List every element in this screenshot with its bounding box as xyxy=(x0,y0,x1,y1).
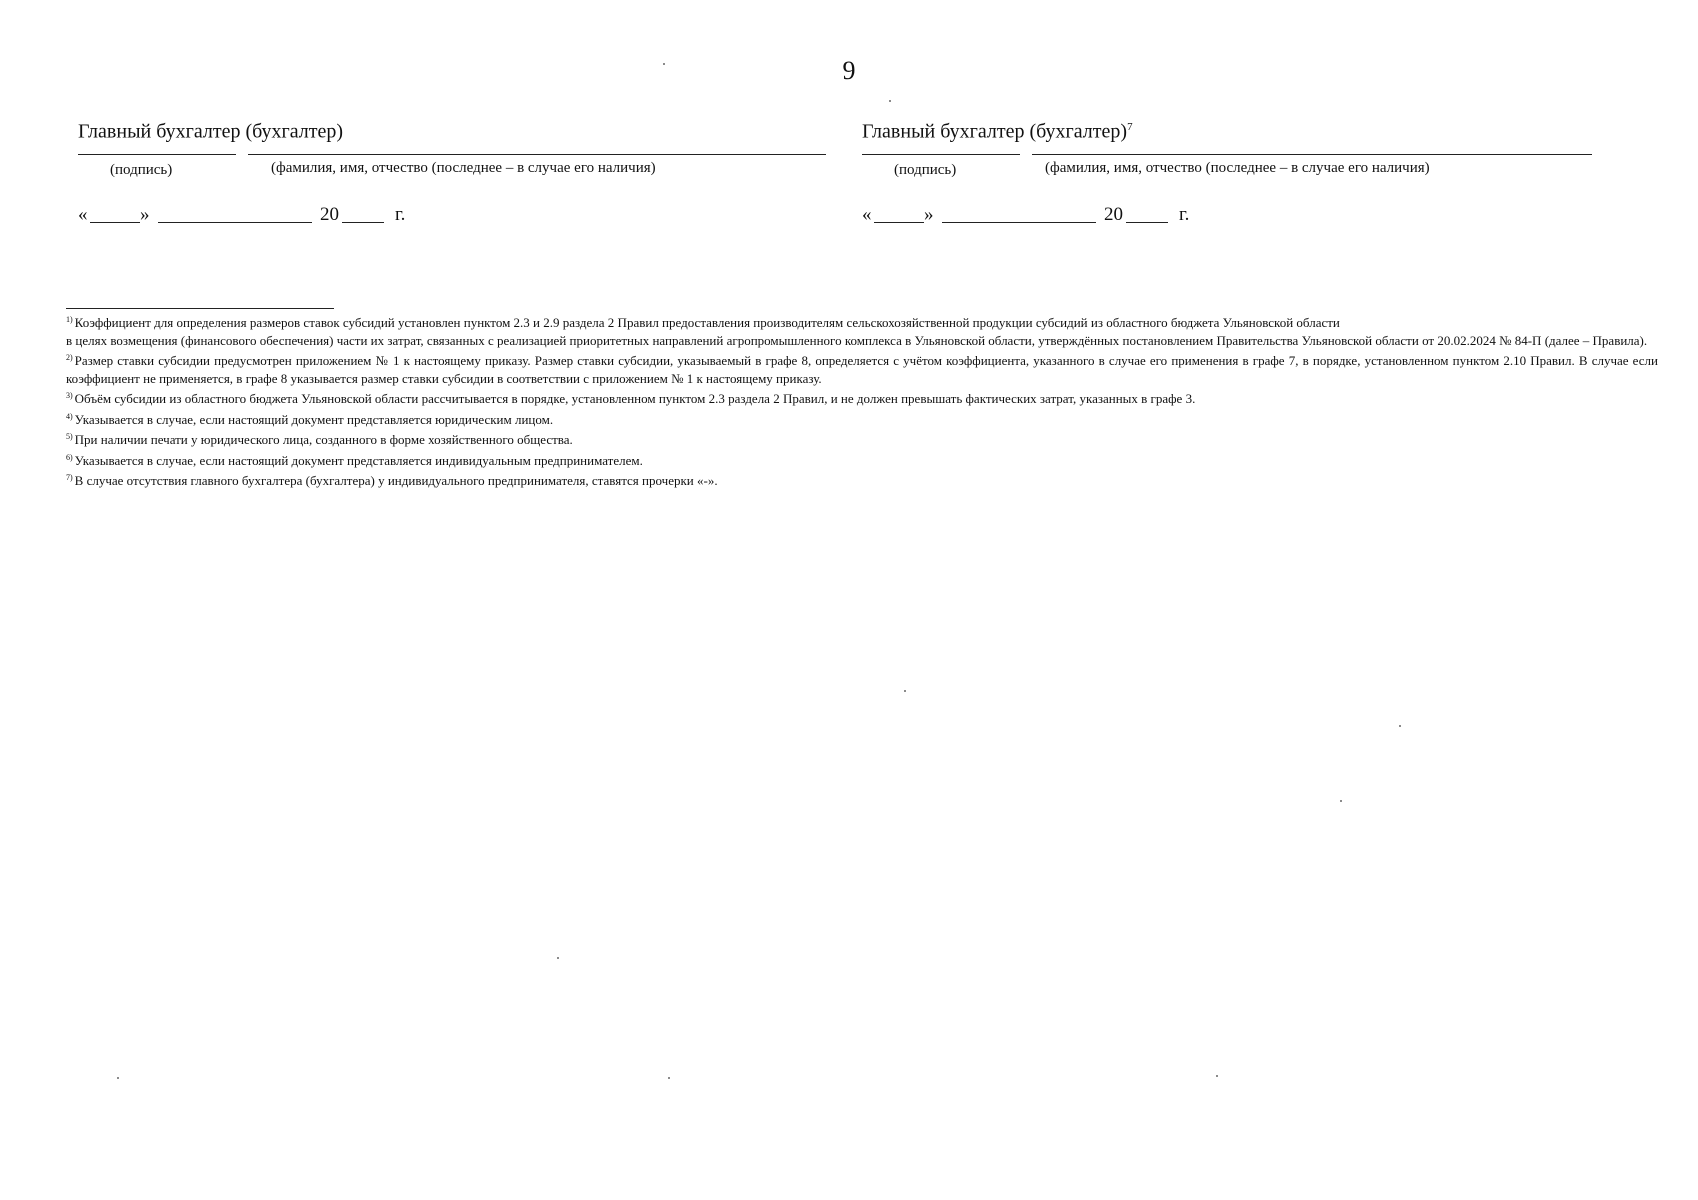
footnote-mark: 4) xyxy=(66,411,73,421)
scan-speck xyxy=(663,63,665,65)
footnote-mark: 7) xyxy=(66,473,73,482)
footnote-2 xyxy=(66,349,1658,387)
footnote-text: Размер ставки субсидии предусмотрен приложением № 1 к настоящему приказу. Размер ставки субсидии, указываемый в графе 8, определяется с учётом коэффициента, указанного в случае его применения в графе 7, в порядке, установленном пунктом 2.10 Правил. В случае если коэффициент не применяется, в графе 8 указывается размер ставки субсидии в соответствии с приложением № 1 к настоящему приказу. xyxy=(66,353,1658,386)
footnote-3 xyxy=(66,387,1658,408)
footnote-mark: 2) xyxy=(66,353,73,362)
footnote-text: При наличии печати у юридического лица, созданного в форме хозяйственного общества. xyxy=(74,432,573,447)
date-open-quote: « xyxy=(78,204,88,225)
scan-speck xyxy=(557,957,559,959)
scan-speck xyxy=(668,1077,670,1079)
footnote-text: В случае отсутствия главного бухгалтера (бухгалтера) у индивидуального предпринимателя, ставятся прочерки «-». xyxy=(74,473,718,488)
footnote-text: Указывается в случае, если настоящий документ представляется юридическим лицом. xyxy=(74,411,554,427)
signature-title xyxy=(78,114,818,144)
signature-block-right xyxy=(862,114,1602,234)
footnote-4 xyxy=(66,408,1658,429)
scan-speck xyxy=(904,690,906,692)
signature-captions xyxy=(78,158,818,180)
signature-caption: (подпись) xyxy=(110,162,173,178)
scan-speck xyxy=(117,1077,119,1079)
year-prefix: 20 xyxy=(1104,204,1123,225)
footnotes xyxy=(66,311,1658,490)
year-field[interactable] xyxy=(1126,204,1168,223)
scan-speck xyxy=(1399,725,1401,727)
footnote-separator xyxy=(66,308,334,309)
month-field[interactable] xyxy=(942,204,1096,223)
footnote-mark: 5) xyxy=(66,432,73,441)
day-field[interactable] xyxy=(90,204,140,223)
full-name-caption: (фамилия, имя, отчество (последнее – в случае его наличия) xyxy=(1045,160,1430,176)
page-number: 9 xyxy=(842,56,856,85)
footnote-text: Указывается в случае, если настоящий документ представляется индивидуальным предпринимателем. xyxy=(74,452,643,468)
footnote-1 xyxy=(66,311,1658,332)
signature-title-footnote-mark: 7 xyxy=(1127,121,1133,133)
footnote-text: Объём субсидии из областного бюджета Ульяновской области рассчитывается в порядке, установленном пунктом 2.3 раздела 2 Правил, и не должен превышать фактических затрат, указанных в графе 3. xyxy=(74,391,1196,406)
scan-speck xyxy=(889,100,891,102)
date-close-quote: » xyxy=(140,204,150,225)
scan-speck xyxy=(1216,1075,1218,1077)
signature-captions xyxy=(862,158,1602,180)
signature-field-line[interactable] xyxy=(78,154,236,155)
full-name-field-line[interactable] xyxy=(248,154,826,155)
date-close-quote: » xyxy=(924,204,934,225)
footnote-7 xyxy=(66,469,1658,490)
year-prefix: 20 xyxy=(320,204,339,225)
date-open-quote: « xyxy=(862,204,872,225)
date-line xyxy=(862,204,1602,234)
date-line xyxy=(78,204,818,234)
day-field[interactable] xyxy=(874,204,924,223)
month-field[interactable] xyxy=(158,204,312,223)
footnote-5 xyxy=(66,428,1658,449)
year-field[interactable] xyxy=(342,204,384,223)
full-name-field-line[interactable] xyxy=(1032,154,1592,155)
footnote-6 xyxy=(66,449,1658,470)
footnote-mark: 6) xyxy=(66,452,73,462)
signature-title-text: Главный бухгалтер (бухгалтер) xyxy=(862,120,1128,143)
year-suffix: г. xyxy=(1179,204,1190,225)
footnote-mark: 1) xyxy=(66,315,73,324)
footnote-1-continued xyxy=(66,332,1658,350)
full-name-caption: (фамилия, имя, отчество (последнее – в случае его наличия) xyxy=(271,160,656,176)
footnote-mark: 3) xyxy=(66,391,73,400)
footnote-text: Коэффициент для определения размеров ставок субсидий установлен пунктом 2.3 и 2.9 раздела 2 Правил предоставления производителям сельскохозяйственной продукции субсидий из областного бюджета Ульяновской области xyxy=(74,315,1340,330)
signature-caption: (подпись) xyxy=(894,162,957,178)
signature-title xyxy=(862,114,1602,144)
scan-speck xyxy=(1340,800,1342,802)
signature-block-left xyxy=(78,114,818,234)
year-suffix: г. xyxy=(395,204,406,225)
footnote-text: в целях возмещения (финансового обеспечения) части их затрат, связанных с реализацией приоритетных направлений агропромышленного комплекса в Ульяновской области, утверждённых постановлением Правительства Ульяновской области от 20.02.2024 № 84-П (далее – Правила). xyxy=(66,332,1648,348)
signature-title-text: Главный бухгалтер (бухгалтер) xyxy=(78,120,344,143)
signature-field-line[interactable] xyxy=(862,154,1020,155)
